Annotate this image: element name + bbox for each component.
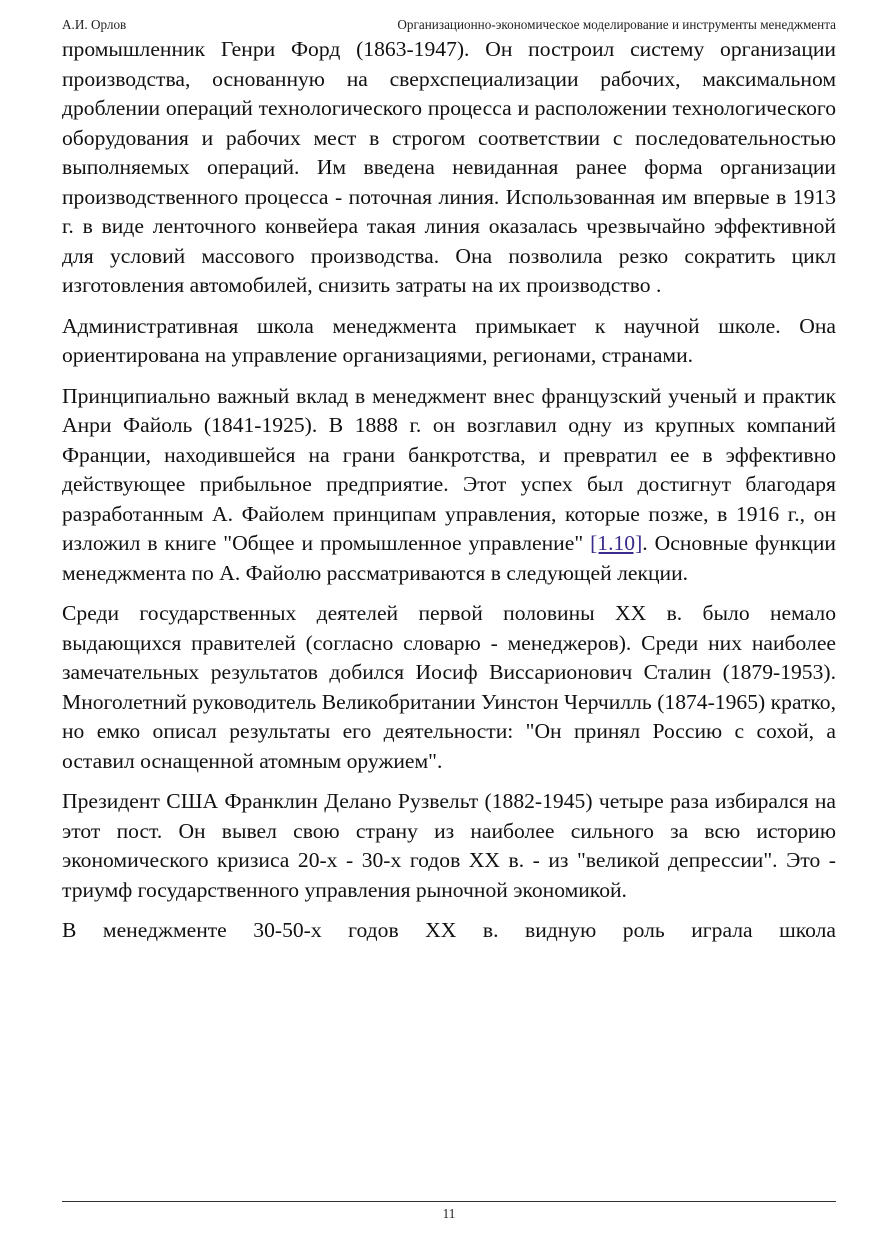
running-header: [62, 16, 836, 34]
reference-link[interactable]: [1.10]: [590, 531, 643, 555]
paragraph-continued: В менеджменте 30-50-х годов XX в. видную роль играла школа: [62, 918, 836, 942]
paragraph-administrative-school: Административная школа менеджмента примыкает к научной школе. Она ориентирована на управление организациями, регионами, странами.: [62, 313, 836, 367]
document-page: [62, 0, 836, 1241]
paragraph-fayol-text-after: . Основные функции менеджмента по А. Файолю рассматриваются в следующей лекции.: [62, 531, 836, 585]
page-number: 11: [442, 1206, 456, 1221]
paragraph-fayol: [62, 382, 836, 589]
paragraph-fayol-text-before: Принципиально важный вклад в менеджмент внес французский ученый и практик Анри Файоль (1841-1925). В 1888 г. он возглавил одну из крупных компаний Франции, находившейся на грани банкротства, и превратил ее в эффективно действующее прибыльное предприятие. Этот успех был достигнут благодаря разработанным А. Файолем принципам управления, которые позже, в 1916 г., он изложил в книге "Общее и промышленное управление": [62, 383, 836, 555]
paragraph-statesmen: Среди государственных деятелей первой половины XX в. было немало выдающихся правителей (согласно словарю - менеджеров). Среди них наиболее замечательных результатов добился Иосиф Виссарионович Сталин (1879-1953). Многолетний руководитель Великобритании Уинстон Черчилль (1874-1965) кратко, но емко описал результаты его деятельности: "Он принял Россию с сохой, а оставил оснащенной атомным оружием".: [62, 601, 836, 773]
body-text: [62, 35, 836, 956]
header-author: А.И. Орлов: [62, 17, 127, 32]
footer-divider: [62, 1201, 836, 1202]
header-book-title: Организационно-экономическое моделирование и инструменты менеджмента: [397, 17, 836, 32]
paragraph-ford: промышленник Генри Форд (1863-1947). Он построил систему организации производства, основанную на сверхспециализации рабочих, максимальном дроблении операций технологического процесса и расположении технологического оборудования и рабочих мест в строгом соответствии с последовательностью выполняемых операций. Им введена невиданная ранее форма организации производственного процесса - поточная линия. Использованная им впервые в 1913 г. в виде ленточного конвейера такая линия оказалась чрезвычайно эффективной для условий массового производства. Она позволила резко сократить цикл изготовления автомобилей, снизить затраты на их производство .: [62, 37, 836, 297]
paragraph-roosevelt: Президент США Франклин Делано Рузвельт (1882-1945) четыре раза избирался на этот пост. Он вывел свою страну из наиболее сильного за всю историю экономического кризиса 20-х - 30-х годов XX в. - из "великой депрессии". Это - триумф государственного управления рыночной экономикой.: [62, 789, 836, 902]
